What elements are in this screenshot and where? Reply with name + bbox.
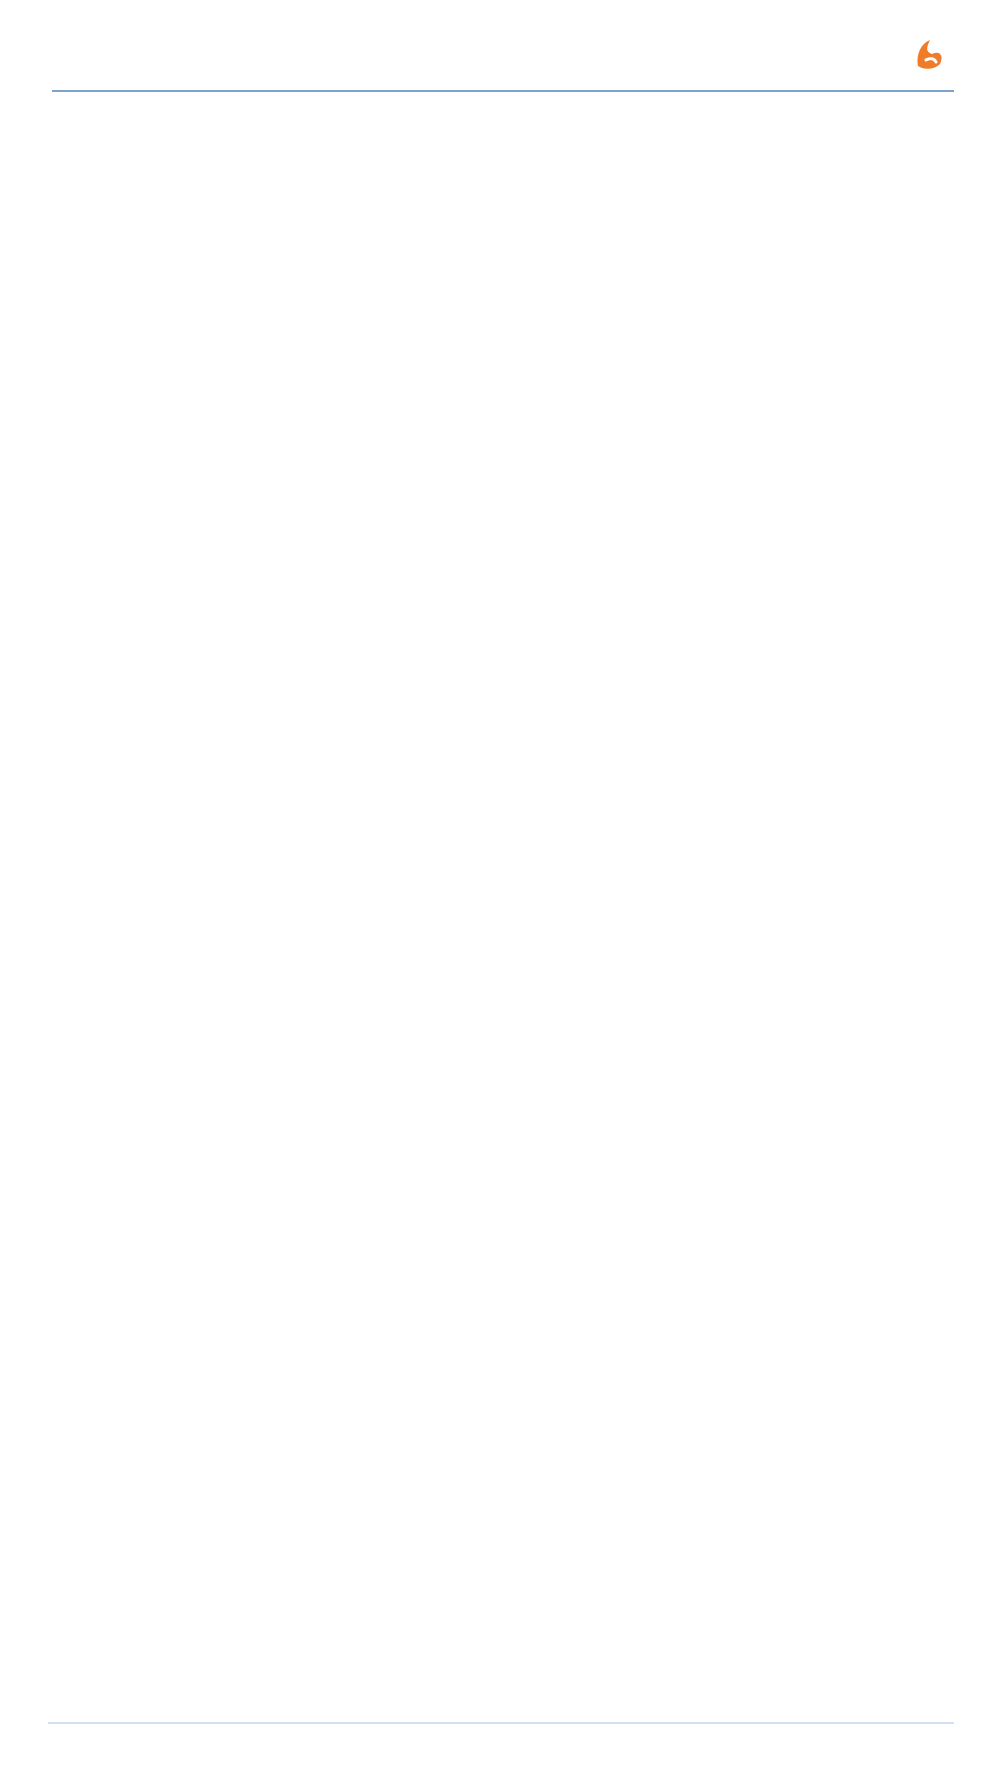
report-header [56,30,952,90]
header-divider [52,90,954,92]
footer-divider [48,1722,954,1724]
bubble-chart [0,840,1004,1720]
brand-logo [912,34,952,74]
cicada-logo-icon [912,36,948,72]
